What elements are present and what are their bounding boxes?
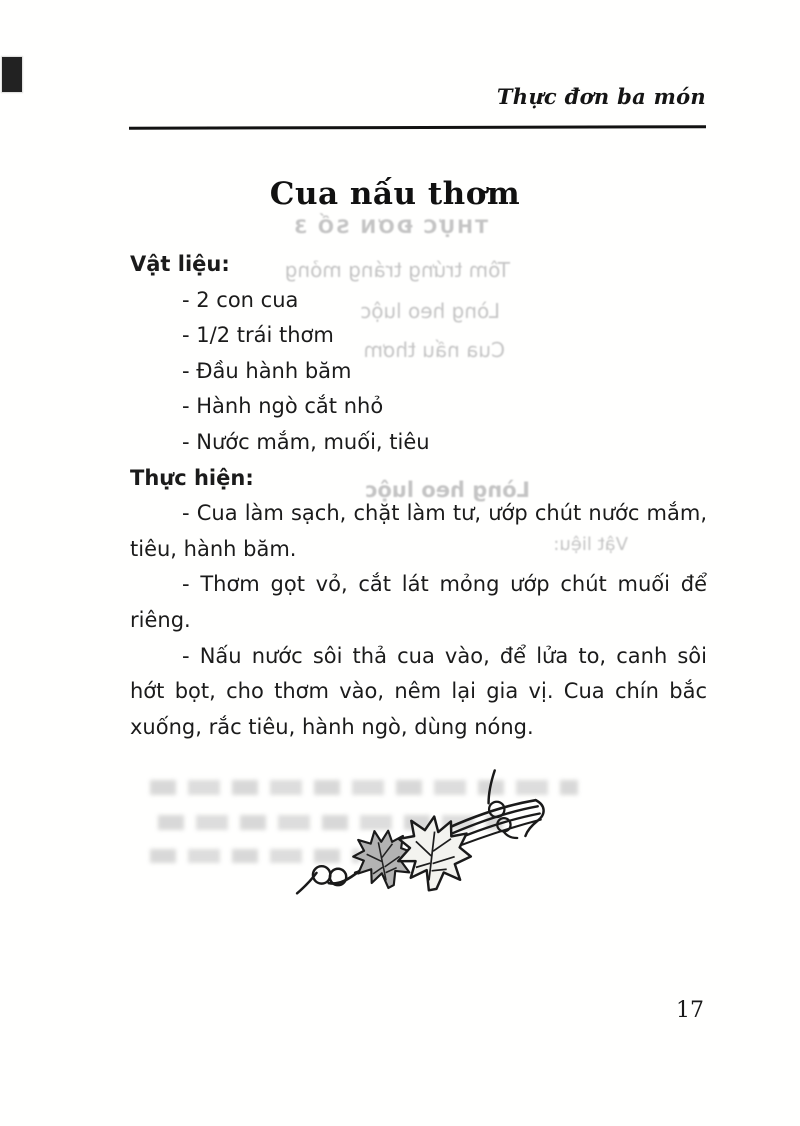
ingredients-heading: Vật liệu: [130,252,230,276]
ingredient-item: - Nước mắm, muối, tiêu [182,429,430,454]
recipe-body [130,247,707,745]
step-paragraph: - Nấu nước sôi thả cua vào, để lửa to, canh sôi hớt bọt, cho thơm vào, nêm lại gia vị. Cua chín bắc xuống, rắc tiêu, hành ngò, dùng nóng. [130,643,707,739]
vine-leaf-ornament [294,768,550,904]
bleedthrough-text: Lòng heo luộc [364,478,530,502]
page-number: 17 [676,998,704,1023]
step-paragraph: - Thơm gọt vỏ, cắt lát mỏng ướp chút muối để riêng. [130,572,707,632]
ingredients-list [130,283,707,461]
steps-heading: Thực hiện: [130,465,254,490]
bleedthrough-text: THỰC ĐƠN SỐ 3 [292,216,488,238]
recipe-title: Cua nấu thơm [269,176,521,212]
bleedthrough-text: Vật liệu: [553,534,628,555]
step-paragraph: - Cua làm sạch, chặt làm tư, ướp chút nước mắm, tiêu, hành băm. [130,501,707,561]
scan-artifact-mark [2,57,22,92]
ingredient-item: - Hành ngò cắt nhỏ [182,394,384,419]
bleedthrough-text: Tôm trứng tráng mỏng [284,258,510,282]
header-rule [129,125,706,129]
ingredient-item: - 2 con cua [182,287,299,312]
ingredient-item: - Đầu hành băm [182,358,352,383]
bleedthrough-text: Cua nấu thơm [363,338,505,362]
bleedthrough-text: Lòng heo luộc [360,299,500,323]
ingredient-item: - 1/2 trái thơm [182,323,334,348]
running-header: Thực đơn ba món [496,84,706,109]
